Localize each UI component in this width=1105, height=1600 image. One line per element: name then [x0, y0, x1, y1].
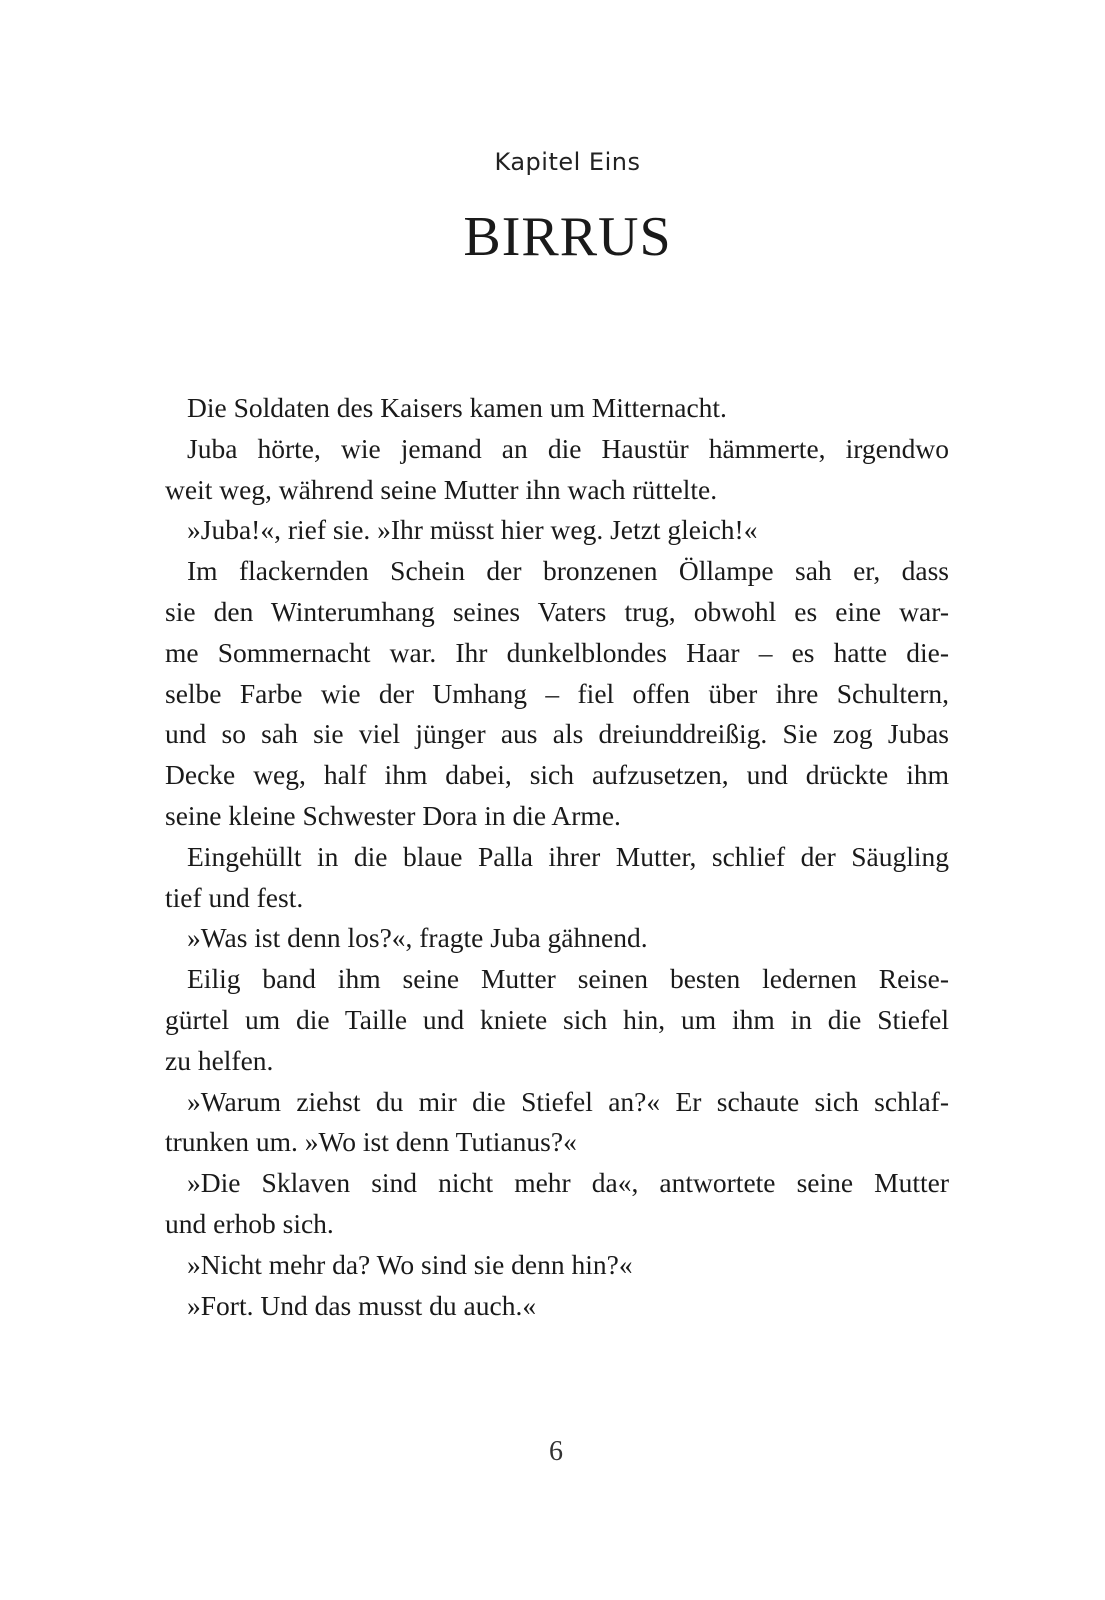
text-line: und erhob sich. [165, 1207, 334, 1239]
text-line: tief und fest. [165, 881, 304, 913]
text-line: Im flackernden Schein der bronzenen Öllampe sah er, dass [187, 555, 949, 587]
paragraph [165, 918, 949, 959]
text-line: und so sah sie viel jünger aus als dreiunddreißig. Sie zog Jubas [165, 718, 949, 750]
paragraph [165, 388, 949, 429]
text-line: zu helfen. [165, 1044, 274, 1076]
text-line: trunken um. »Wo ist denn Tutianus?« [165, 1126, 577, 1158]
chapter-title: BIRRUS [463, 206, 672, 268]
text-line: me Sommernacht war. Ihr dunkelblondes Haar – es hatte die- [165, 636, 949, 668]
text-line: Die Soldaten des Kaisers kamen um Mitternacht. [187, 392, 727, 423]
paragraph [165, 1082, 949, 1164]
text-line: Decke weg, half ihm dabei, sich aufzusetzen, und drückte ihm [165, 759, 949, 791]
paragraph [165, 510, 949, 551]
text-line: »Juba!«, rief sie. »Ihr müsst hier weg. Jetzt gleich!« [187, 514, 758, 546]
text-line: gürtel um die Taille und kniete sich hin, um ihm in die Stiefel [165, 1003, 949, 1035]
chapter-label: Kapitel Eins [494, 148, 641, 176]
text-line: »Fort. Und das musst du auch.« [187, 1289, 537, 1321]
text-line: sie den Winterumhang seines Vaters trug, obwohl es eine war- [165, 595, 949, 627]
text-line: weit weg, während seine Mutter ihn wach rüttelte. [165, 473, 718, 505]
paragraph [165, 551, 949, 837]
page-number: 6 [549, 1436, 563, 1467]
paragraph [165, 1245, 949, 1286]
text-line: seine kleine Schwester Dora in die Arme. [165, 799, 621, 831]
text-line: »Warum ziehst du mir die Stiefel an?« Er schaute sich schlaf- [187, 1085, 949, 1117]
paragraph [165, 1163, 949, 1245]
text-line: »Die Sklaven sind nicht mehr da«, antwortete seine Mutter [187, 1167, 949, 1199]
paragraph [165, 429, 949, 511]
body-text [165, 388, 949, 1326]
text-line: Juba hörte, wie jemand an die Haustür hämmerte, irgendwo [187, 432, 949, 464]
paragraph [165, 1286, 949, 1327]
paragraph [165, 959, 949, 1081]
text-line: »Nicht mehr da? Wo sind sie denn hin?« [187, 1248, 633, 1280]
text-line: »Was ist denn los?«, fragte Juba gähnend. [187, 922, 648, 954]
text-line: Eingehüllt in die blaue Palla ihrer Mutter, schlief der Säugling [187, 840, 949, 872]
text-line: Eilig band ihm seine Mutter seinen besten ledernen Reise- [187, 963, 949, 995]
text-line: selbe Farbe wie der Umhang – fiel offen über ihre Schultern, [165, 677, 949, 709]
paragraph [165, 837, 949, 919]
